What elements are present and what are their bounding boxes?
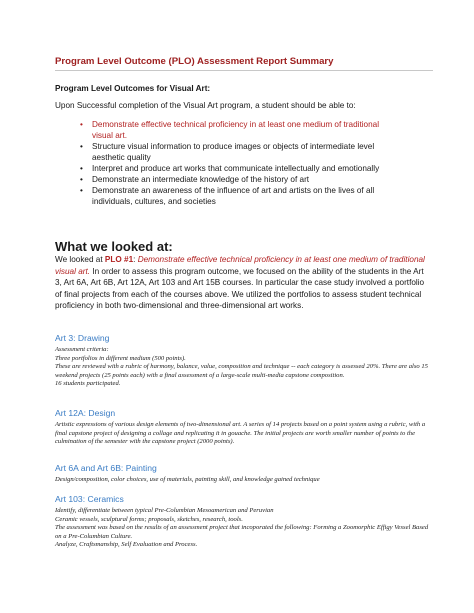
- intro-text: Upon Successful completion of the Visual Art program, a student should be able to:: [55, 101, 356, 110]
- section-art-6: [55, 463, 435, 485]
- section-heading: Art 6A and Art 6B: Painting: [55, 463, 157, 473]
- section-art-103: [55, 494, 435, 550]
- section-art-3: [55, 333, 435, 389]
- section-line: 16 students participated.: [55, 380, 121, 387]
- section-line: Design/composition, color choices, use of materials, painting skill, and knowledge gained technique: [55, 476, 320, 483]
- section-body: [55, 346, 435, 389]
- section-body: [55, 507, 435, 550]
- section-art-12a: [55, 408, 435, 447]
- looked-prefix: We looked at: [55, 255, 105, 264]
- outcome-item: • Interpret and produce art works that communicate intellectually and emotionally: [80, 163, 380, 174]
- section-line: These are reviewed with a rubric of harmony, balance, value, composition and technique -- each category is assessed 20%. There are also 15 weekend projects (25 points each) with a final assessment of a large-scale multi-media capstone composition.: [55, 363, 428, 379]
- outcome-item: • Demonstrate an awareness of the influence of art and artists on the lives of all individuals, cultures, and societies: [80, 185, 380, 207]
- outcomes-list: [55, 119, 380, 207]
- report-title: Program Level Outcome (PLO) Assessment Report Summary: [55, 56, 433, 71]
- section-heading: Art 3: Drawing: [55, 333, 110, 343]
- section-line: Three portfolios in different medium (500 points).: [55, 354, 186, 362]
- section-body: [55, 421, 435, 447]
- section-line: Assessment criteria:: [55, 346, 109, 353]
- outcome-item: • Demonstrate effective technical proficiency in at least one medium of traditional visual art.: [80, 119, 380, 141]
- section-line: Ceramic vessels, sculptural forms; proposals, sketches, research, tools.: [55, 515, 243, 523]
- plo-label: PLO #1: [104, 255, 134, 264]
- plo-subheading: Program Level Outcomes for Visual Art:: [55, 84, 211, 93]
- section-line: The assessment was based on the results of an assessment project that incoporated the following: Forming a Zoomorphic Effigy Vessel Based on a Pre-Columbian Culture.: [55, 524, 429, 540]
- plo-text: Demonstrate effective technical proficiency in at least one medium of traditional visual art.: [55, 255, 425, 276]
- outcome-item: • Demonstrate an intermediate knowledge of the history of art: [80, 174, 380, 185]
- section-body: [55, 476, 435, 485]
- looked-rest: In order to assess this program outcome, we focused on the ability of the students in the Art 3, Art 6A, Art 6B, Art 12A, Art 103 and Art 15B courses. In particular the case study involved a portfolio of final projects from each of the courses above. We utilized the portfolios to assess student technical proficiency in both two-dimensional and three-dimensional art works.: [55, 266, 425, 310]
- what-we-looked-heading: What we looked at:: [55, 239, 173, 254]
- plo-colon: :: [133, 255, 138, 264]
- outcome-item: • Structure visual information to produce images or objects of intermediate level aesthetic quality: [80, 141, 380, 163]
- section-heading: Art 103: Ceramics: [55, 494, 124, 504]
- section-line: Identify, differentiate between typical Pre-Columbian Mesoamerican and Peruvian: [55, 507, 274, 514]
- section-line: Artistic expressions of various design elements of two-dimensional art. A series of 14 projects based on a point system using a rubric, with a final capstone project of designing a collage and replicating it in gouache. The initial projects are worth smaller number of points to the culmination of the semester with the capstone project (2000 points).: [55, 421, 426, 445]
- section-line: Analyze, Craftsmanship, Self Evaluation and Process.: [55, 541, 198, 548]
- looked-paragraph: [55, 254, 427, 312]
- section-heading: Art 12A: Design: [55, 408, 116, 418]
